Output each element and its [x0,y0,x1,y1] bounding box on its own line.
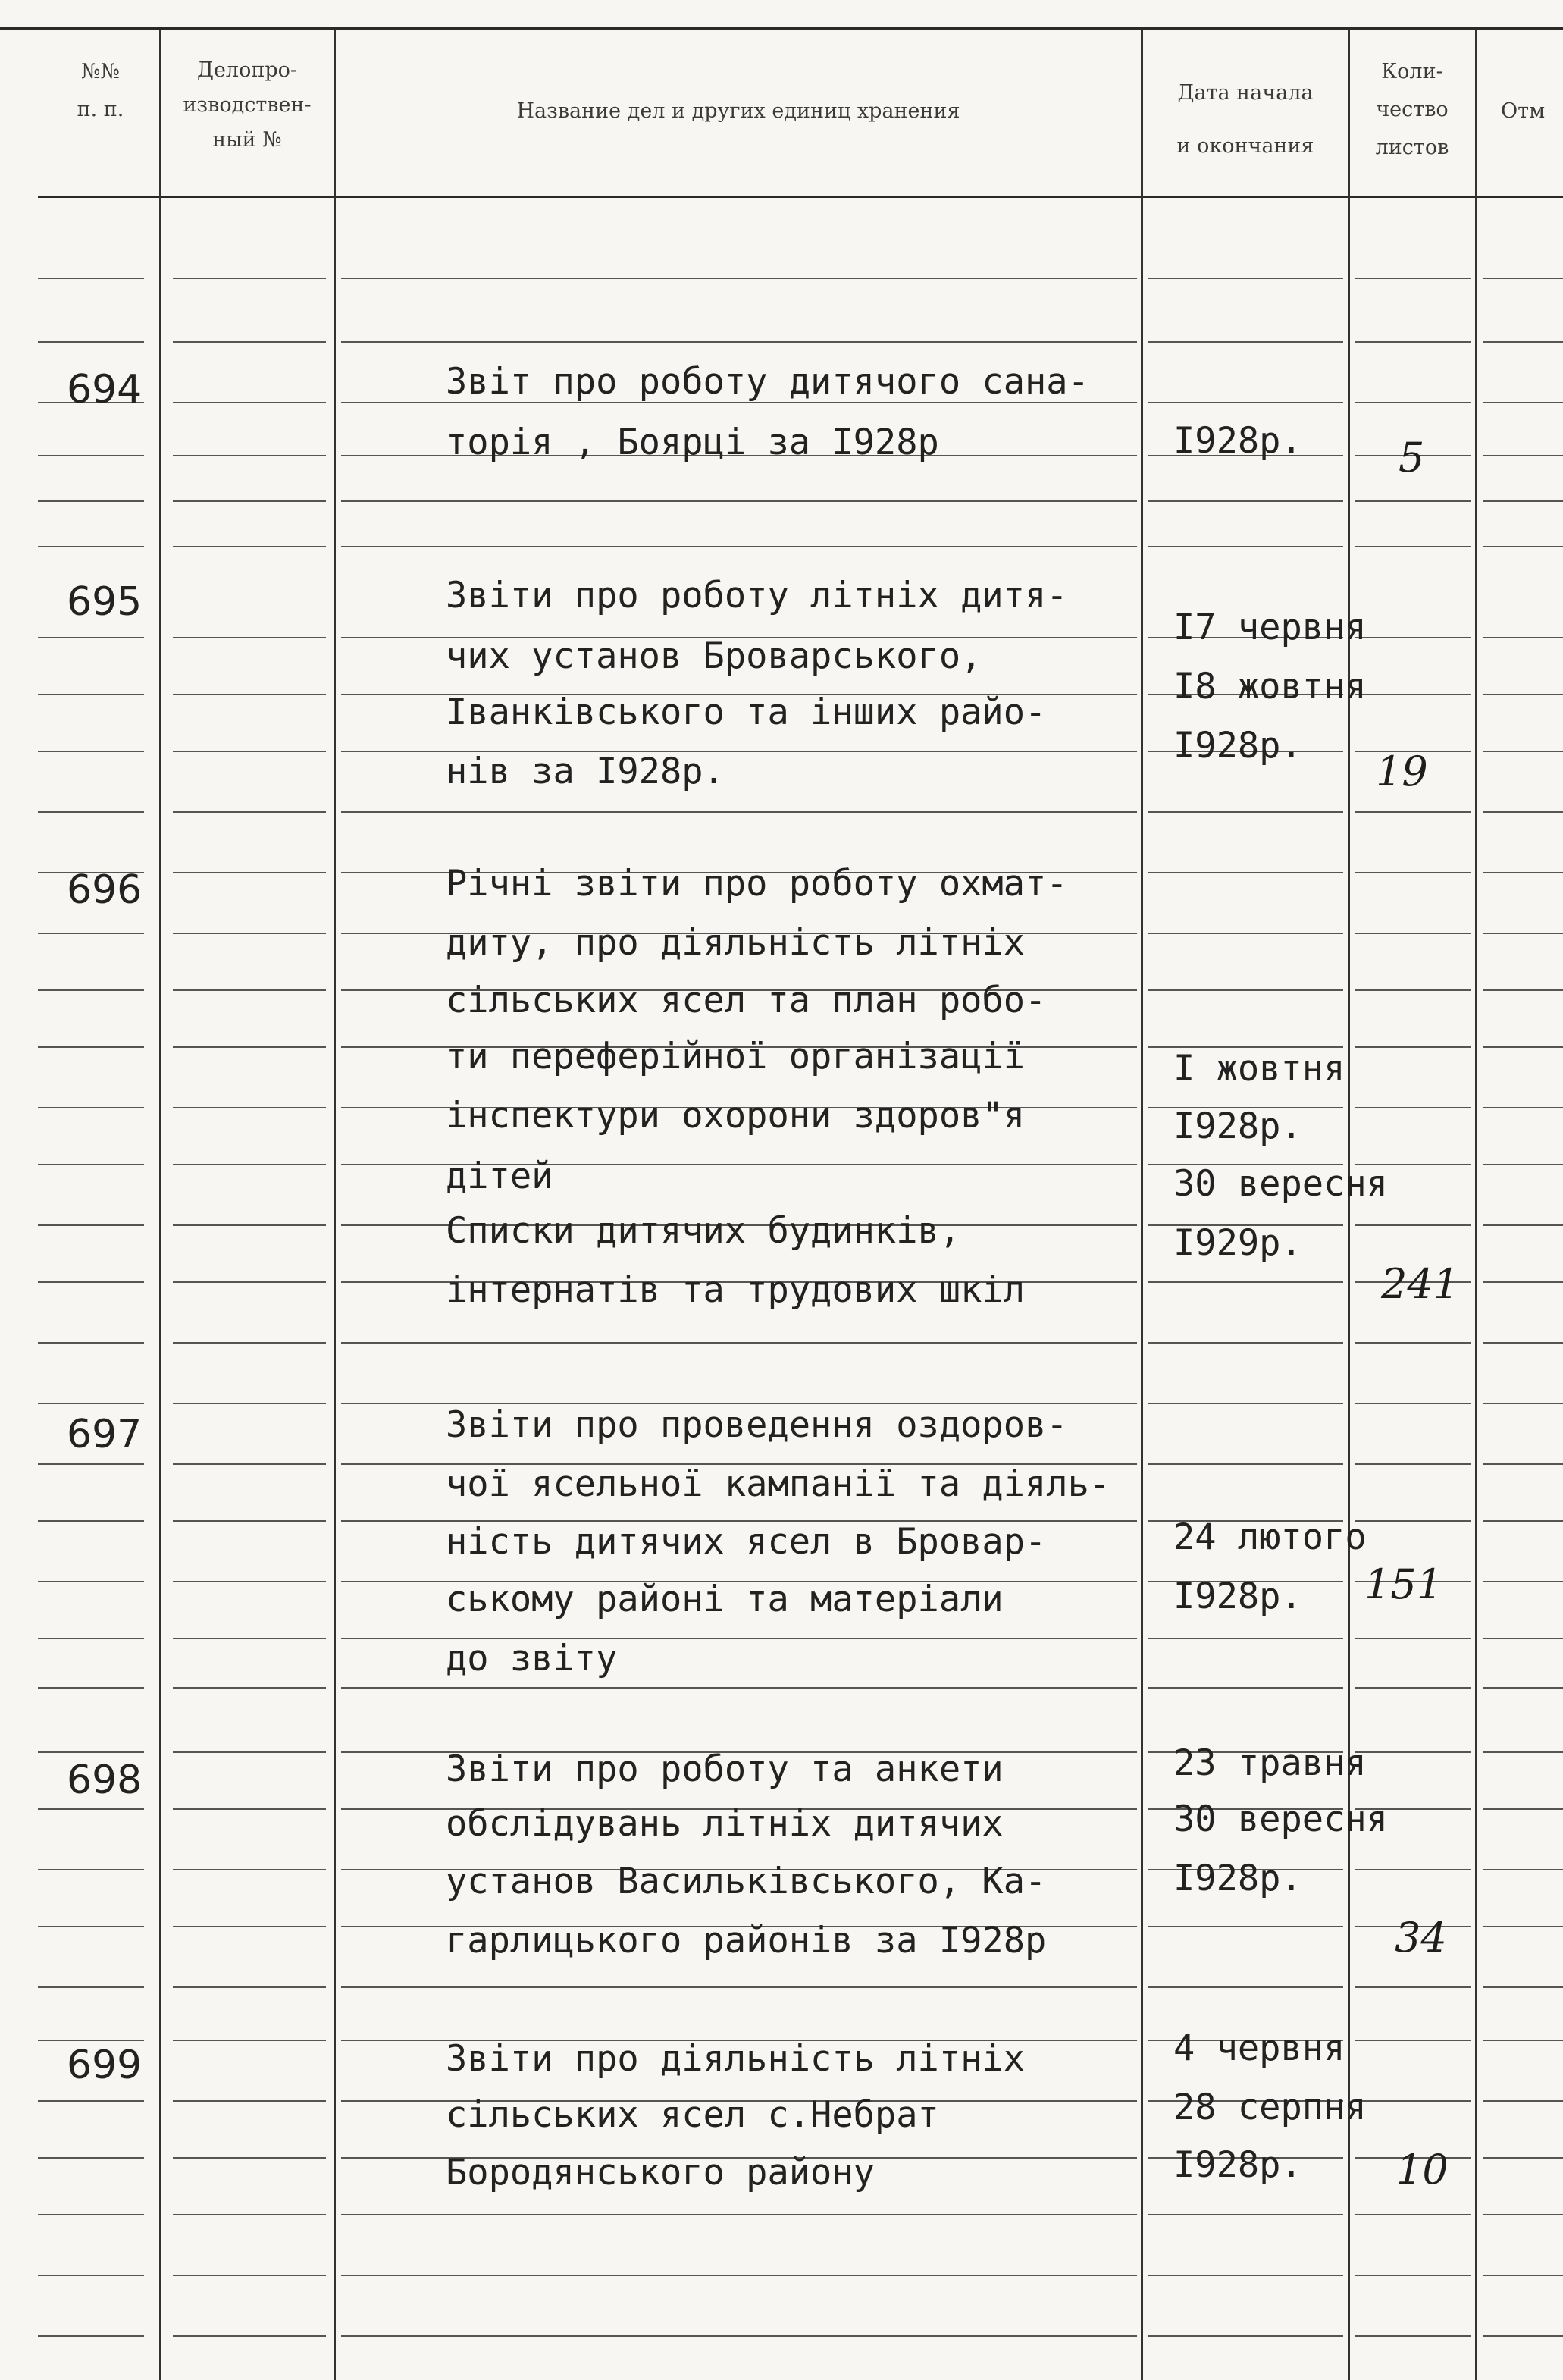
ruled-line [1483,1869,1563,1870]
ruled-line [1483,2214,1563,2215]
date-line: І928р. [1173,1576,1302,1617]
ruled-line [38,1164,144,1165]
ruled-line [341,1986,1137,1988]
column-rule [334,30,336,2380]
date-line: 28 серпня [1173,2087,1367,2128]
ruled-line [341,341,1137,343]
ruled-line [38,500,144,502]
ruled-line [1148,872,1343,873]
ruled-line [1355,933,1471,934]
ruled-line [38,989,144,991]
ruled-line [1483,1751,1563,1753]
header-bottom-rule [38,196,1563,198]
title-line: обслідувань літніх дитячих [446,1803,1004,1845]
sheet-count: 5 [1399,434,1425,481]
ruled-line [173,455,326,456]
ruled-line [1355,694,1471,695]
ruled-line [1355,1342,1471,1344]
ruled-line [173,1638,326,1639]
ruled-line [173,278,326,279]
ruled-line [173,341,326,343]
ruled-line [173,1581,326,1582]
header-title: Название дел и других единиц хранения [516,99,960,123]
title-line: сільських ясел та план робо- [446,980,1047,1021]
ruled-line [1483,1986,1563,1988]
ruled-line [1355,1463,1471,1465]
ruled-line [1148,546,1343,547]
ruled-line [1355,402,1471,403]
title-line: чої ясельної кампанії та діяль- [446,1463,1111,1505]
ruled-line [1355,2040,1471,2041]
ruled-line [1483,2157,1563,2159]
date-line: І928р. [1173,420,1302,462]
record-number: 694 [67,367,143,412]
date-line: 30 вересня [1173,1163,1388,1205]
ruled-line [1148,2275,1343,2276]
ruled-line [173,1164,326,1165]
ruled-line [38,933,144,934]
ruled-line [1483,1463,1563,1465]
column-rule [1141,30,1143,2380]
ruled-line [341,2335,1137,2337]
ruled-line [1483,546,1563,547]
ruled-line [1483,1638,1563,1639]
ruled-line [173,2275,326,2276]
title-line: інтернатів та трудових шкіл [446,1269,1026,1311]
ruled-line [1483,1224,1563,1226]
ruled-line [1148,1403,1343,1404]
ruled-line [173,1808,326,1810]
record-number: 696 [67,867,143,913]
ruled-line [173,2157,326,2159]
ruled-line [1355,1046,1471,1048]
ruled-line [38,278,144,279]
ruled-line [38,341,144,343]
ruled-line [173,872,326,873]
ruled-line [173,1224,326,1226]
ruled-line [38,2100,144,2102]
ruled-line [341,500,1137,502]
title-line: Звіт про роботу дитячого сана- [446,361,1089,403]
ruled-line [1355,278,1471,279]
ruled-line [38,1463,144,1465]
header-office-number: Делопро- изводствен- ный № [183,58,312,152]
title-line: до звіту [446,1638,618,1679]
ruled-line [38,2275,144,2276]
ruled-line [1483,2275,1563,2276]
ruled-line [1355,2214,1471,2215]
title-line: Звіти про роботу та анкети [446,1748,1004,1790]
ruled-line [1483,637,1563,638]
ruled-line [173,694,326,695]
ruled-line [173,500,326,502]
ruled-line [173,2040,326,2041]
ruled-line [38,1687,144,1689]
ruled-line [173,989,326,991]
ruled-line [1148,402,1343,403]
date-line: 23 травня [1173,1742,1367,1784]
ruled-line [1355,637,1471,638]
ruled-line [173,811,326,813]
date-line: І8 жовтня [1173,666,1367,707]
ruled-line [173,1751,326,1753]
title-line: ність дитячих ясел в Бровар- [446,1521,1047,1563]
ruled-line [38,1107,144,1108]
ruled-line [173,2214,326,2215]
sheet-count: 34 [1395,1914,1447,1961]
title-line: Річні звіти про роботу охмат- [446,863,1068,905]
ruled-line [38,751,144,752]
ruled-line [38,1520,144,1522]
title-line: Звіти про роботу літніх дитя- [446,575,1068,616]
ruled-line [1483,989,1563,991]
ruled-line [1483,1107,1563,1108]
ruled-line [173,402,326,403]
ruled-line [1148,1342,1343,1344]
ruled-line [1483,500,1563,502]
ruled-line [38,2040,144,2041]
ruled-line [341,546,1137,547]
title-line: чих установ Броварського, [446,635,982,677]
ruled-line [38,2214,144,2215]
ruled-line [1483,1046,1563,1048]
ruled-line [1355,872,1471,873]
ruled-line [173,1926,326,1927]
sheet-count: 10 [1396,2146,1449,2193]
ruled-line [1148,1281,1343,1283]
ruled-line [1483,872,1563,873]
ruled-line [173,933,326,934]
ruled-line [341,278,1137,279]
ruled-line [1483,2335,1563,2337]
ruled-line [38,1751,144,1753]
ruled-line [1483,933,1563,934]
ruled-line [38,2157,144,2159]
ruled-line [1148,811,1343,813]
ruled-line [38,455,144,456]
ruled-line [1355,989,1471,991]
ruled-line [1483,694,1563,695]
ruled-line [1483,2100,1563,2102]
ruled-line [1483,811,1563,813]
ruled-line [173,1520,326,1522]
ruled-line [38,1046,144,1048]
ruled-line [1483,1520,1563,1522]
ruled-line [341,1687,1137,1689]
ruled-line [341,1342,1137,1344]
ruled-line [1355,341,1471,343]
ruled-line [173,1463,326,1465]
ruled-line [1355,811,1471,813]
ruled-line [1483,1808,1563,1810]
date-line: І928р. [1173,1105,1302,1147]
record-number: 698 [67,1758,143,1803]
ruled-line [173,546,326,547]
ruled-line [1148,1463,1343,1465]
record-number: 699 [67,2043,143,2088]
ruled-line [1148,500,1343,502]
ruled-line [1483,751,1563,752]
date-line: І928р. [1173,2144,1302,2186]
title-line: нів за І928р. [446,751,725,792]
title-line: ському районі та матеріали [446,1579,1004,1620]
title-line: Бородянського району [446,2152,875,2193]
ruled-line [38,1224,144,1226]
header-notes: Отм [1501,99,1546,123]
ruled-line [1148,1638,1343,1639]
ruled-line [38,1808,144,1810]
ruled-line [341,2275,1137,2276]
ruled-line [38,1281,144,1283]
ruled-line [341,811,1137,813]
ruled-line [1148,1926,1343,1927]
ruled-line [38,1342,144,1344]
ruled-line [1483,1581,1563,1582]
header-top-rule [0,27,1563,30]
ruled-line [341,2214,1137,2215]
ruled-line [173,2335,326,2337]
ruled-line [1355,546,1471,547]
ruled-line [1483,1164,1563,1165]
header-dates: Дата начала и окончания [1176,81,1314,158]
header-number: №№ п. п. [77,60,124,121]
date-line: 4 червня [1173,2027,1345,2069]
ruled-line [38,1638,144,1639]
ruled-line [173,1342,326,1344]
date-line: І928р. [1173,1858,1302,1899]
date-line: І7 червня [1173,607,1367,648]
title-line: Списки дитячих будинків, [446,1210,961,1252]
ruled-line [173,1869,326,1870]
date-line: 24 лютого [1173,1516,1367,1558]
ruled-line [38,694,144,695]
ruled-line [1483,402,1563,403]
ruled-line [1148,989,1343,991]
ruled-line [173,1046,326,1048]
ruled-line [1483,1281,1563,1283]
ruled-line [173,1281,326,1283]
ruled-line [38,1869,144,1870]
ruled-line [38,1926,144,1927]
ruled-line [1148,2335,1343,2337]
ruled-line [1483,1403,1563,1404]
ruled-line [1355,2335,1471,2337]
ruled-line [1483,1342,1563,1344]
ruled-line [1355,1751,1471,1753]
title-line: гарлицького районів за І928р [446,1920,1047,1961]
ruled-line [1148,2214,1343,2215]
title-line: дітей [446,1156,553,1197]
ruled-line [1148,1986,1343,1988]
date-line: І929р. [1173,1222,1302,1264]
ruled-line [38,811,144,813]
ruled-line [38,1403,144,1404]
ruled-line [1355,1403,1471,1404]
record-number: 695 [67,579,143,625]
ruled-line [1355,2100,1471,2102]
ruled-line [173,1107,326,1108]
title-line: Іванківського та інших райо- [446,691,1047,733]
title-line: сільських ясел с.Небрат [446,2094,939,2136]
header-sheets: Коли- чество листов [1375,60,1449,159]
ruled-line [1148,341,1343,343]
ruled-line [1483,455,1563,456]
ruled-line [1483,1687,1563,1689]
ruled-line [38,1581,144,1582]
ruled-line [1355,1520,1471,1522]
ruled-line [1355,500,1471,502]
date-line: І928р. [1173,725,1302,767]
ruled-line [38,546,144,547]
ruled-line [173,751,326,752]
ruled-line [1355,1638,1471,1639]
column-rule [1348,30,1350,2380]
ruled-line [1355,2275,1471,2276]
ruled-line [1355,1107,1471,1108]
title-line: диту, про діяльність літніх [446,922,1026,964]
record-number: 697 [67,1412,143,1457]
title-line: установ Васильківського, Ка- [446,1861,1047,1902]
ruled-line [1483,278,1563,279]
ruled-line [38,637,144,638]
ruled-line [1148,933,1343,934]
ruled-line [1148,278,1343,279]
title-line: торія , Боярці за І928р [446,422,939,463]
title-line: ти переферійної організації [446,1036,1026,1077]
ruled-line [173,1687,326,1689]
title-line: Звіти про проведення оздоров- [446,1404,1068,1446]
ruled-line [173,2100,326,2102]
ruled-line [1483,1926,1563,1927]
ruled-line [1355,1869,1471,1870]
title-line: Звіти про діяльність літніх [446,2038,1026,2080]
column-rule [1475,30,1477,2380]
column-rule [159,30,161,2380]
ruled-line [1355,1224,1471,1226]
title-line: інспектури охорони здоров"я [446,1095,1026,1137]
ruled-line [1483,341,1563,343]
sheet-count: 151 [1364,1560,1443,1608]
ruled-line [173,1986,326,1988]
date-line: І жовтня [1173,1048,1345,1090]
sheet-count: 241 [1381,1260,1460,1308]
ruled-line [1483,2040,1563,2041]
ruled-line [1148,1687,1343,1689]
ruled-line [1355,1986,1471,1988]
ruled-line [1355,1687,1471,1689]
ruled-line [173,637,326,638]
date-line: 30 вересня [1173,1798,1388,1840]
ruled-line [38,2335,144,2337]
sheet-count: 19 [1376,748,1428,795]
ruled-line [38,1986,144,1988]
ruled-line [173,1403,326,1404]
